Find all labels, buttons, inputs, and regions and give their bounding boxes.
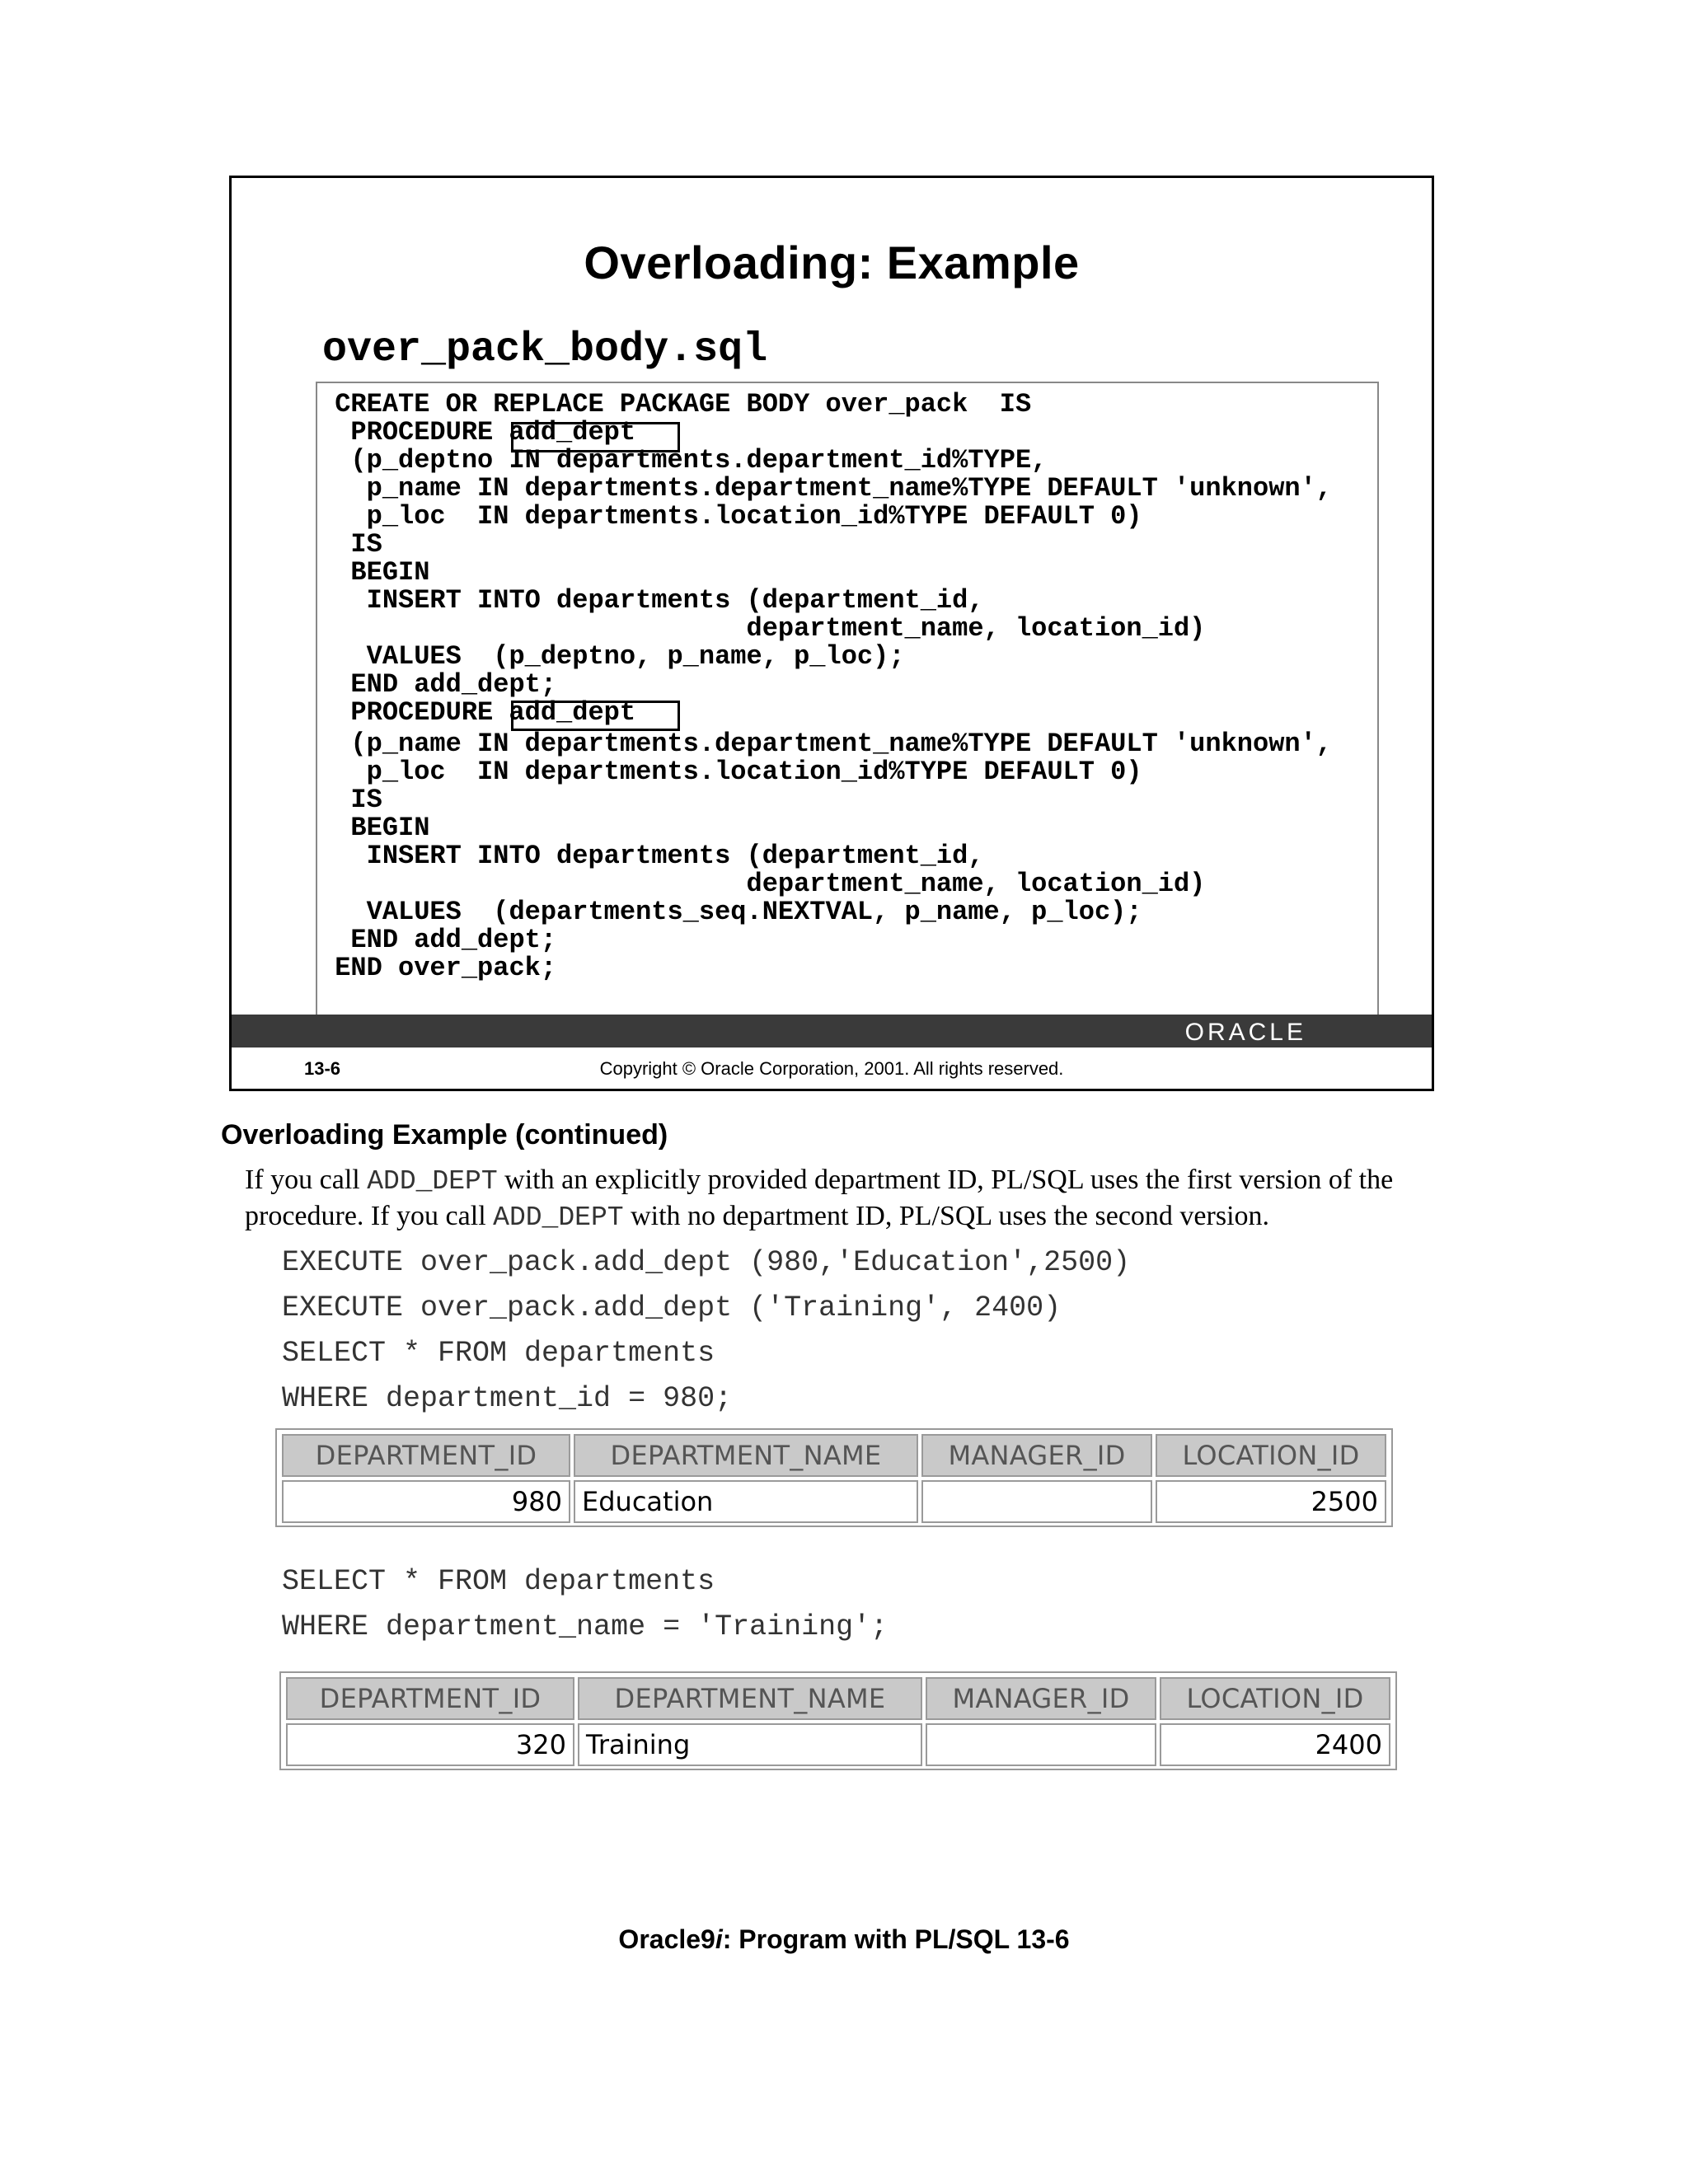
code-line: PROCEDURE add_dept [319, 417, 636, 448]
table-header-cell: LOCATION_ID [1156, 1434, 1386, 1477]
slide-copyright: Copyright © Oracle Corporation, 2001. All rights reserved. [599, 1058, 1064, 1079]
slide-filename: over_pack_body.sql [322, 326, 768, 373]
code-line: VALUES (departments_seq.NEXTVAL, p_name, p_loc); [319, 897, 1142, 927]
code-line: department_name, location_id) [319, 613, 1206, 644]
inline-code: ADD_DEPT [493, 1202, 624, 1233]
table-header-cell: MANAGER_ID [921, 1434, 1152, 1477]
result-table [279, 1671, 1397, 1770]
paragraph-line [245, 1165, 1393, 1197]
code-line: p_loc IN departments.location_id%TYPE DEFAULT 0) [319, 501, 1142, 532]
result-table [275, 1428, 1393, 1527]
code-line: BEGIN [319, 557, 430, 588]
sql-statement: SELECT * FROM departments [282, 1337, 715, 1370]
table-header-cell: LOCATION_ID [1160, 1677, 1390, 1720]
paragraph-line [245, 1201, 1269, 1233]
code-line: END add_dept; [319, 925, 557, 955]
code-line: CREATE OR REPLACE PACKAGE BODY over_pack IS [319, 389, 1032, 419]
table-header-cell: DEPARTMENT_ID [286, 1677, 574, 1720]
code-line: INSERT INTO departments (department_id, [319, 841, 984, 871]
code-line: department_name, location_id) [319, 869, 1206, 899]
code-line: IS [319, 529, 382, 560]
highlight-box [511, 422, 680, 452]
table-cell [921, 1480, 1152, 1523]
sql-statement: SELECT * FROM departments [282, 1565, 715, 1598]
code-line: PROCEDURE add_dept [319, 697, 636, 728]
footer-text: Oracle9 [618, 1924, 715, 1954]
table-cell: 2500 [1156, 1480, 1386, 1523]
table-header-cell: DEPARTMENT_NAME [574, 1434, 918, 1477]
oracle-logo: ORACLE [1184, 1019, 1306, 1046]
paragraph-text: If you call [245, 1165, 368, 1195]
code-box [316, 382, 1379, 1016]
code-line: (p_name IN departments.department_name%TYPE DEFAULT 'unknown', [319, 729, 1332, 759]
footer-text-italic: i [715, 1924, 723, 1954]
code-line: p_loc IN departments.location_id%TYPE DEFAULT 0) [319, 757, 1142, 787]
paragraph-text: with no department ID, PL/SQL uses the second version. [623, 1201, 1270, 1231]
page-footer [0, 1924, 1688, 1955]
table-cell: 980 [282, 1480, 570, 1523]
section-heading: Overloading Example (continued) [221, 1119, 668, 1151]
slide-footer-bar [232, 1015, 1432, 1047]
table-header-cell: DEPARTMENT_ID [282, 1434, 570, 1477]
code-line: IS [319, 785, 382, 815]
table-cell: Education [574, 1480, 918, 1523]
code-line: END add_dept; [319, 669, 557, 700]
sql-statement: EXECUTE over_pack.add_dept (980,'Education',2500) [282, 1246, 1131, 1279]
table-cell [926, 1723, 1156, 1766]
sql-statement: WHERE department_name = 'Training'; [282, 1610, 889, 1643]
code-line: VALUES (p_deptno, p_name, p_loc); [319, 641, 905, 672]
footer-text: : Program with PL/SQL 13-6 [722, 1924, 1070, 1954]
paragraph-text: with an explicitly provided department ID, PL/SQL uses the first version of the [497, 1165, 1394, 1195]
highlight-box [511, 701, 680, 731]
code-line: p_name IN departments.department_name%TYPE DEFAULT 'unknown', [319, 473, 1332, 504]
slide-page-number: 13-6 [304, 1058, 341, 1079]
table-header-cell: MANAGER_ID [926, 1677, 1156, 1720]
code-line: END over_pack; [319, 953, 557, 983]
code-line: BEGIN [319, 813, 430, 843]
code-line: INSERT INTO departments (department_id, [319, 585, 984, 616]
code-line: (p_deptno IN departments.department_id%TYPE, [319, 445, 1048, 476]
paragraph-text: procedure. If you call [245, 1201, 494, 1231]
table-cell: 2400 [1160, 1723, 1390, 1766]
table-cell: Training [578, 1723, 922, 1766]
sql-statement: EXECUTE over_pack.add_dept ('Training', 2400) [282, 1291, 1062, 1324]
table-header-cell: DEPARTMENT_NAME [578, 1677, 922, 1720]
inline-code: ADD_DEPT [367, 1166, 498, 1197]
sql-statement: WHERE department_id = 980; [282, 1382, 733, 1415]
table-cell: 320 [286, 1723, 574, 1766]
slide-frame [229, 176, 1434, 1091]
slide-title: Overloading: Example [584, 237, 1080, 288]
